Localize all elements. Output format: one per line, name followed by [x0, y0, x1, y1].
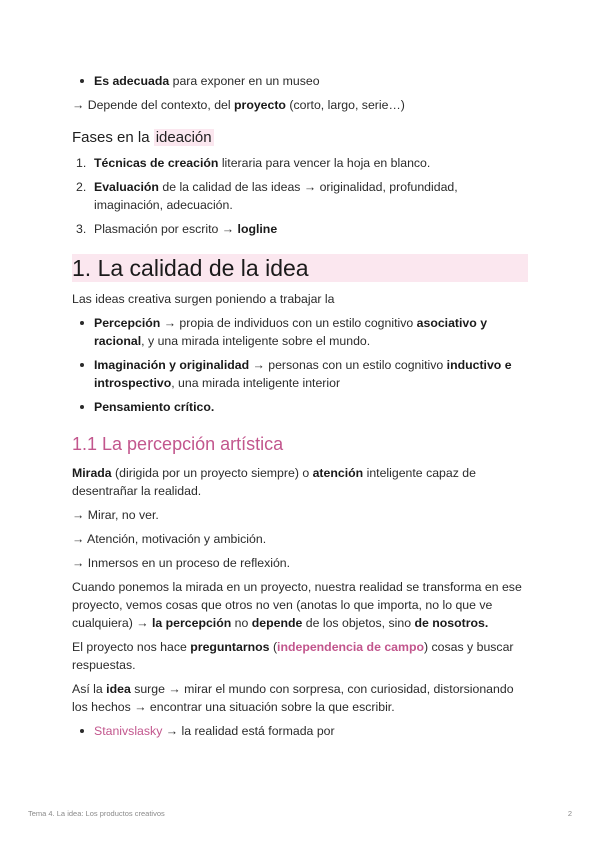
- top-bullet-list: [72, 72, 528, 90]
- paragraph: Cuando ponemos la mirada en un proyecto, nuestra realidad se transforma en ese proyecto, vemos cosas que otros no ven (anotas lo que importa, no lo que ve cualquiera) → la percepción no depende de los objetos, sino de nosotros.: [72, 580, 522, 630]
- subsection-title: 1.1 La percepción artística: [72, 434, 284, 454]
- fases-list: [72, 154, 528, 238]
- highlighted-text: ideación: [155, 129, 212, 146]
- arrow-note: → Inmersos en un proceso de reflexión.: [72, 556, 291, 570]
- section-title: 1. La calidad de la idea: [72, 254, 528, 282]
- arrow-note: → Atención, motivación y ambición.: [72, 532, 267, 546]
- list-item: Percepción → propia de individuos con un estilo cognitivo asociativo y racional, y una mirada inteligente sobre el mundo.: [72, 314, 528, 350]
- arrow-note: → Mirar, no ver.: [72, 508, 159, 522]
- list-item: [72, 72, 528, 90]
- list-item: 2. Evaluación de la calidad de las ideas → originalidad, profundidad, imaginación, adecuación.: [76, 180, 458, 212]
- paragraph: El proyecto nos hace preguntarnos (independencia de campo) cosas y buscar respuestas.: [72, 640, 514, 672]
- page-number: 2: [567, 809, 572, 818]
- paragraph: Mirada (dirigida por un proyecto siempre) o atención inteligente capaz de desentrañar la realidad.: [72, 466, 476, 498]
- fases-heading: Fases en la ideación: [72, 129, 212, 146]
- page-content: [72, 72, 528, 746]
- paragraph: Así la idea surge → mirar el mundo con sorpresa, con curiosidad, distorsionando los hechos → encontrar una situación sobre la que escribir.: [72, 682, 514, 714]
- list-item: Pensamiento crítico.: [72, 398, 528, 416]
- footer-title: Tema 4. La idea: Los productos creativos: [28, 809, 165, 818]
- list-item: 3. Plasmación por escrito → logline: [76, 222, 278, 236]
- pink-link-text: Stanivslasky: [94, 724, 163, 738]
- context-note: → Depende del contexto, del proyecto (corto, largo, serie…): [72, 98, 405, 112]
- list-item: 1. Técnicas de creación literaria para vencer la hoja en blanco.: [76, 156, 431, 170]
- pink-link-text: independencia de campo: [277, 640, 424, 654]
- list-item: Stanivslasky → la realidad está formada por: [72, 722, 528, 740]
- section1-bullet-list: [72, 314, 528, 416]
- bold-text: Es adecuada: [94, 74, 170, 88]
- page-footer: [28, 809, 572, 818]
- section-intro: Las ideas creativa surgen poniendo a trabajar la: [72, 292, 335, 306]
- list-item: Imaginación y originalidad → personas con un estilo cognitivo inductivo e introspectivo, una mirada inteligente interior: [72, 356, 528, 392]
- section11-bullet-list: [72, 722, 528, 740]
- text: para exponer en un museo: [169, 74, 320, 88]
